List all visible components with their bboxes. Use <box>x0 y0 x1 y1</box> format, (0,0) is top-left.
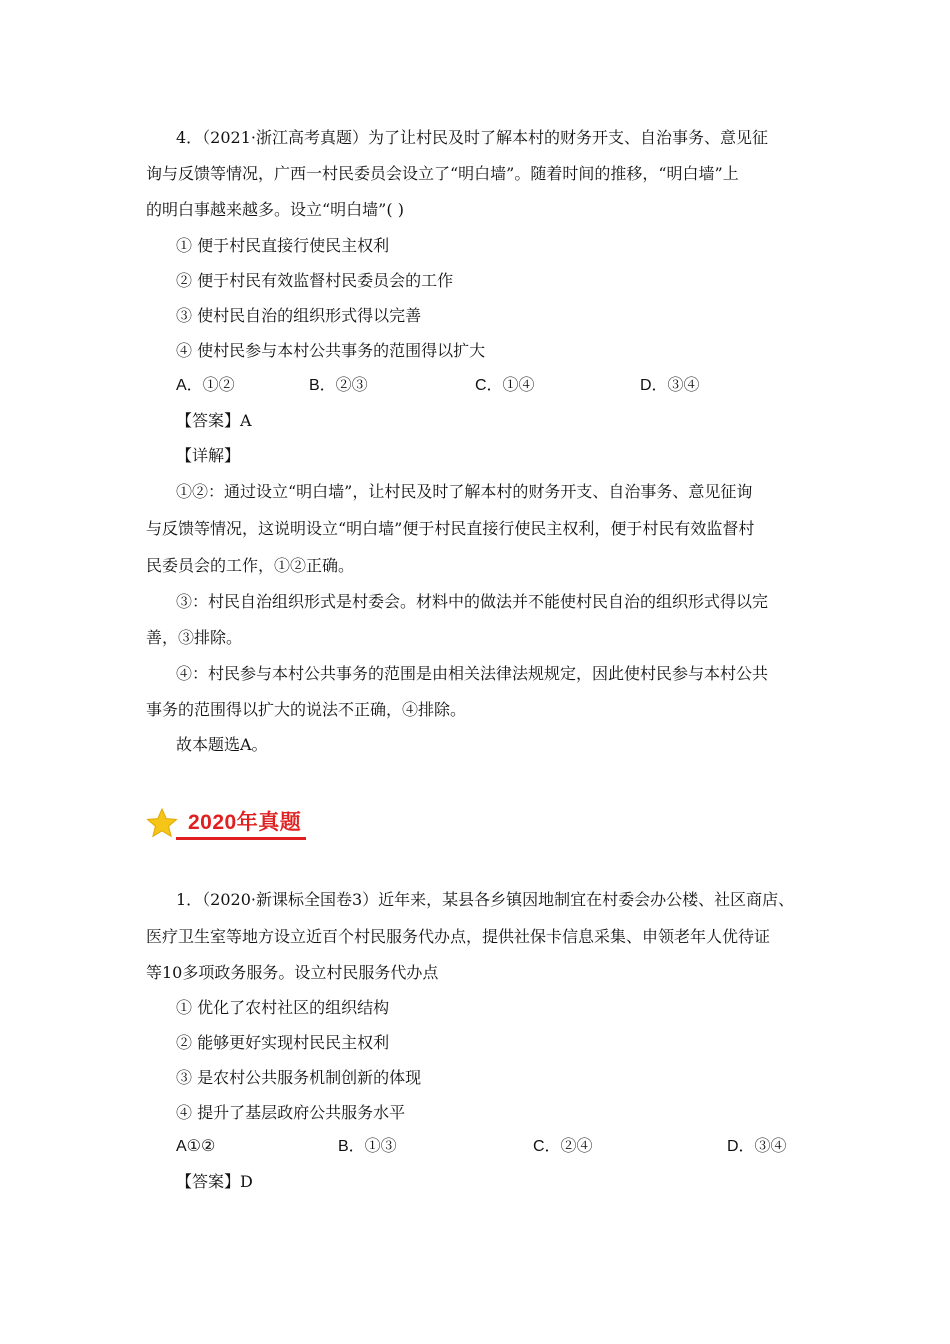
detail-line: ③：村民自治组织形式是村委会。材料中的做法并不能使村民自治的组织形式得以完 <box>176 592 769 611</box>
statement-item: ④ 提升了基层政府公共服务水平 <box>176 1103 406 1122</box>
statement-item: ④ 使村民参与本村公共事务的范围得以扩大 <box>176 341 486 360</box>
question-stem-line: 4．（2021·浙江高考真题）为了让村民及时了解本村的财务开支、自治事务、意见征 <box>176 128 768 147</box>
question-stem-line: 询与反馈等情况，广西一村民委员会设立了“明白墙”。随着时间的推移，“明白墙”上 <box>146 164 739 183</box>
star-icon <box>146 808 178 838</box>
option-d: D．③④ <box>727 1138 787 1155</box>
option-c: C．①④ <box>475 377 535 394</box>
option-a: A①② <box>176 1138 216 1155</box>
detail-line: ①②：通过设立“明白墙”，让村民及时了解本村的财务开支、自治事务、意见征询 <box>176 482 753 501</box>
answer-line: 【答案】D <box>176 1172 253 1191</box>
option-d: D．③④ <box>640 377 700 394</box>
option-b: B．①③ <box>338 1138 397 1155</box>
answer-options <box>176 1135 806 1159</box>
statement-item: ① 便于村民直接行使民主权利 <box>176 236 390 255</box>
answer-line: 【答案】A <box>176 411 252 430</box>
detail-line: 善，③排除。 <box>146 628 243 647</box>
option-c: C．②④ <box>533 1138 593 1155</box>
statement-item: ② 便于村民有效监督村民委员会的工作 <box>176 271 454 290</box>
detail-line: 民委员会的工作，①②正确。 <box>146 556 355 575</box>
statement-item: ① 优化了农村社区的组织结构 <box>176 998 390 1017</box>
question-stem-line: 1．（2020·新课标全国卷3）近年来，某县各乡镇因地制宜在村委会办公楼、社区商店、 <box>176 890 795 909</box>
detail-line: ④：村民参与本村公共事务的范围是由相关法律法规规定，因此使村民参与本村公共 <box>176 664 769 683</box>
option-a: A．①② <box>176 377 235 394</box>
answer-options <box>176 374 736 398</box>
detail-line: 故本题选A。 <box>176 735 268 754</box>
detail-label: 【详解】 <box>176 446 241 465</box>
section-underline <box>176 837 306 840</box>
question-stem-line: 的明白事越来越多。设立“明白墙”( ) <box>146 200 404 219</box>
statement-item: ③ 使村民自治的组织形式得以完善 <box>176 306 422 325</box>
section-title: 2020年真题 <box>188 811 302 834</box>
statement-item: ③ 是农村公共服务机制创新的体现 <box>176 1068 422 1087</box>
detail-line: 事务的范围得以扩大的说法不正确，④排除。 <box>146 700 467 719</box>
question-stem-line: 等10多项政务服务。设立村民服务代办点 <box>146 963 439 982</box>
option-b: B．②③ <box>309 377 368 394</box>
statement-item: ② 能够更好实现村民民主权利 <box>176 1033 390 1052</box>
question-stem-line: 医疗卫生室等地方设立近百个村民服务代办点，提供社保卡信息采集、申领老年人优待证 <box>146 927 771 946</box>
section-heading <box>146 800 306 844</box>
detail-line: 与反馈等情况，这说明设立“明白墙”便于村民直接行使民主权利，便于村民有效监督村 <box>146 519 755 538</box>
